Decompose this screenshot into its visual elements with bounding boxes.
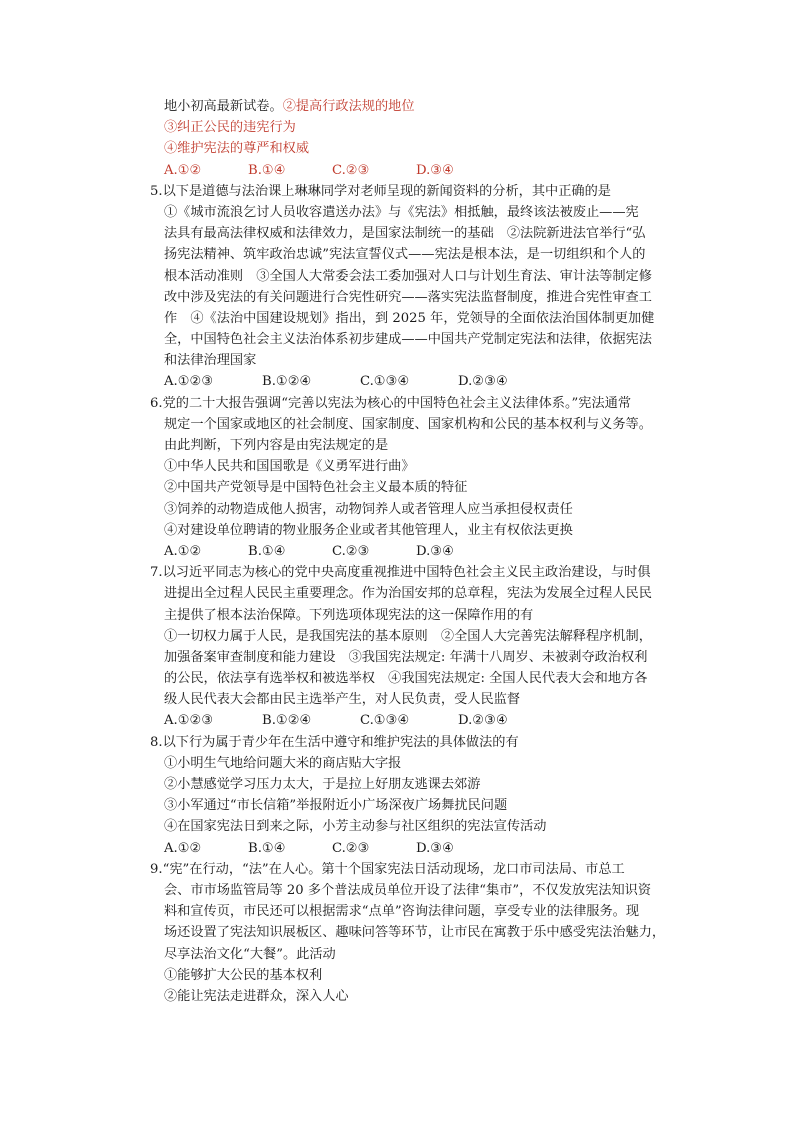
q6-option-2: ②中国共产党领导是中国特色社会主义最本质的特征 xyxy=(164,480,468,496)
choice-c[interactable]: C.②③ xyxy=(332,840,370,856)
q9-line-5: 尽享法治文化“大餐”。此活动 xyxy=(164,946,336,962)
q8-option-4: ④在国家宪法日到来之际，小芳主动参与社区组织的宪法宣传活动 xyxy=(164,819,547,835)
choice-b[interactable]: B.①②④ xyxy=(262,374,312,390)
q5-line-5: 根本活动准则 ③全国人大常委会法工委加强对人口与计划生育法、审计法等制定修 xyxy=(164,268,652,284)
prev-question-line-1: 地小初高最新试卷。②提高行政法规的地位 xyxy=(164,99,415,114)
q9-stem: 9.“宪”在行动，“法”在人心。第十个国家宪法日活动现场，龙口市司法局、市总工 xyxy=(150,861,625,877)
prev-option-4: ④维护宪法的尊严和权威 xyxy=(164,141,310,157)
q5-choices xyxy=(150,371,660,392)
q6-choices xyxy=(150,541,660,562)
q7-line-2: 进提出全过程人民民主重要理念。作为治国安邦的总章程，宪法为发展全过程人民民 xyxy=(164,586,652,602)
prev-option-3: ③纠正公民的违宪行为 xyxy=(164,120,296,136)
choice-c[interactable]: C.①③④ xyxy=(360,713,410,729)
q8-option-2: ②小慧感觉学习压力太大，于是拉上好朋友逃课去郊游 xyxy=(164,777,481,792)
q9-option-2: ②能让宪法走进群众，深入人心 xyxy=(164,988,349,1004)
choice-b[interactable]: B.①④ xyxy=(248,162,286,178)
choice-d[interactable]: D.③④ xyxy=(416,840,454,856)
q6-option-3: ③饲养的动物造成他人损害，动物饲养人或者管理人应当承担侵权责任 xyxy=(164,501,573,517)
q8-option-3: ③小军通过“市长信箱”举报附近小广场深夜广场舞扰民问题 xyxy=(164,798,508,814)
q5-line-4: 扬宪法精神、筑牢政治忠诚”宪法宣誓仪式——宪法是根本法，是一切组织和个人的 xyxy=(164,247,646,263)
choice-d[interactable]: D.②③④ xyxy=(458,374,508,390)
q9-line-2: 会、市市场监管局等 20 多个普法成员单位开设了法律“集市”，不仅发放宪法知识资 xyxy=(164,882,652,898)
q6-line-3: 由此判断，下列内容是由宪法规定的是 xyxy=(164,438,389,453)
q9-line-4: 场还设置了宪法知识展板区、趣味问答等环节，让市民在寓教于乐中感受宪法治魅力， xyxy=(164,925,666,941)
choice-a[interactable]: A.①②③ xyxy=(164,713,214,729)
q7-stem: 7.以习近平同志为核心的党中央高度重视推进中国特色社会主义民主政治建设，与时俱 xyxy=(150,565,651,581)
choice-a[interactable]: A.①② xyxy=(164,543,202,559)
choice-b[interactable]: B.①②④ xyxy=(262,713,312,729)
prev-choices xyxy=(150,160,660,181)
q7-line-6: 的公民，依法享有选举权和被选举权 ④我国宪法规定: 全国人民代表大会和地方各 xyxy=(164,671,648,687)
q9-line-3: 料和宣传页，市民还可以根据需求“点单”咨询法律问题，享受专业的法律服务。现 xyxy=(164,904,640,920)
q8-option-1: ①小明生气地给问题大米的商店贴大字报 xyxy=(164,755,402,771)
choice-d[interactable]: D.③④ xyxy=(416,162,454,178)
q7-line-7: 级人民代表大会都由民主选举产生，对人民负责，受人民监督 xyxy=(164,692,521,708)
q7-line-3: 主提供了根本法治保障。下列选项体现宪法的这一保障作用的有 xyxy=(164,607,534,623)
q5-line-3: 法具有最高法律权威和法律效力，是国家法制统一的基础 ②法院新进法官举行“弘 xyxy=(164,226,646,242)
q7-line-5: 加强备案审查制度和能力建设 ③我国宪法规定: 年满十八周岁、未被剥夺政治权利 xyxy=(164,649,648,665)
choice-a[interactable]: A.①② xyxy=(164,162,202,178)
q6-stem: 6.党的二十大报告强调“完善以宪法为核心的中国特色社会主义法律体系。”宪法通常 xyxy=(150,395,632,411)
q6-option-1: ①中华人民共和国国歌是《义勇军进行曲》 xyxy=(164,459,415,475)
q7-line-4: ①一切权力属于人民，是我国宪法的基本原则 ②全国人大完善宪法解释程序机制， xyxy=(164,628,652,644)
choice-b[interactable]: B.①④ xyxy=(248,840,286,856)
q5-stem: 5.以下是道德与法治课上琳琳同学对老师呈现的新闻资料的分析，其中正确的是 xyxy=(150,183,611,199)
q5-line-7: 作 ④《法治中国建设规划》指出，到 2025 年，党领导的全面依法治国体制更加健 xyxy=(164,310,655,326)
q9-option-1: ①能够扩大公民的基本权利 xyxy=(164,967,323,983)
q8-stem: 8.以下行为属于青少年在生活中遵守和维护宪法的具体做法的有 xyxy=(150,734,519,750)
choice-d[interactable]: D.②③④ xyxy=(458,713,508,729)
q5-line-2: ①《城市流浪乞讨人员收容遣送办法》与《宪法》相抵触，最终该法被废止——宪 xyxy=(164,204,639,220)
q8-choices xyxy=(150,838,660,859)
exam-content xyxy=(150,96,666,1007)
q6-option-4: ④对建设单位聘请的物业服务企业或者其他管理人，业主有权依法更换 xyxy=(164,522,573,538)
q6-line-2: 规定一个国家或地区的社会制度、国家制度、国家机构和公民的基本权利与义务等。 xyxy=(164,416,652,432)
choice-c[interactable]: C.②③ xyxy=(332,162,370,178)
prev-option-2: ②提高行政法规的地位 xyxy=(282,99,415,114)
choice-c[interactable]: C.①③④ xyxy=(360,374,410,390)
choice-b[interactable]: B.①④ xyxy=(248,543,286,559)
q7-choices xyxy=(150,710,660,731)
q5-line-8: 全，中国特色社会主义法治体系初步建成——中国共产党制定宪法和法律，依据宪法 xyxy=(164,332,652,348)
choice-d[interactable]: D.③④ xyxy=(416,543,454,559)
choice-a[interactable]: A.①②③ xyxy=(164,374,214,390)
choice-c[interactable]: C.②③ xyxy=(332,543,370,559)
q5-line-6: 改中涉及宪法的有关问题进行合宪性研究——落实宪法监督制度，推进合宪性审查工 xyxy=(164,289,652,305)
choice-a[interactable]: A.①② xyxy=(164,840,202,856)
q5-line-9: 和法律治理国家 xyxy=(164,353,257,369)
